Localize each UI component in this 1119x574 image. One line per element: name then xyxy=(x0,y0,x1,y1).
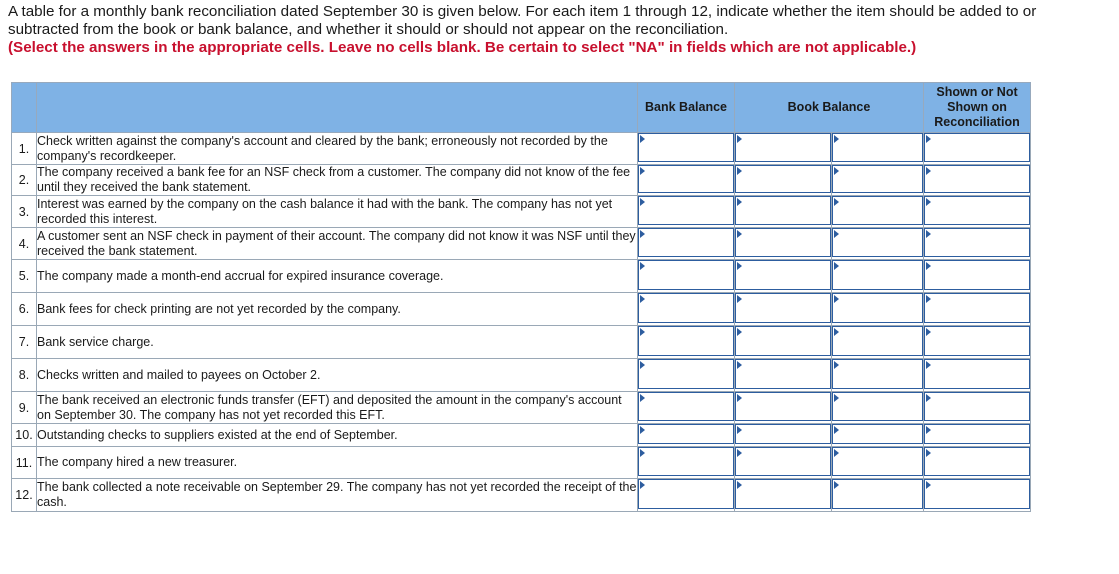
shown-on-reconciliation-select-cell xyxy=(924,424,1031,447)
book-balance-select-2[interactable] xyxy=(832,326,923,356)
book-balance-select-2[interactable] xyxy=(832,165,923,193)
shown-on-reconciliation-select-cell xyxy=(924,196,1031,228)
book-balance-select-2-cell xyxy=(832,196,924,228)
bank-balance-select-cell xyxy=(638,447,735,479)
header-book-balance: Book Balance xyxy=(735,83,924,133)
book-balance-select-2[interactable] xyxy=(832,196,923,225)
dropdown-caret-icon xyxy=(926,426,931,434)
shown-on-reconciliation-select-cell xyxy=(924,326,1031,359)
bank-balance-select[interactable] xyxy=(638,133,734,162)
dropdown-caret-icon xyxy=(737,394,742,402)
row-number: 12. xyxy=(12,479,37,512)
table-row xyxy=(12,424,1031,447)
dropdown-caret-icon xyxy=(834,328,839,336)
book-balance-select-1[interactable] xyxy=(735,447,831,476)
table-row xyxy=(12,293,1031,326)
book-balance-select-1[interactable] xyxy=(735,228,831,257)
row-description: The bank received an electronic funds transfer (EFT) and deposited the amount in the company's account on September 30. The company has not yet recorded this EFT. xyxy=(37,392,638,424)
dropdown-caret-icon xyxy=(834,135,839,143)
book-balance-select-1[interactable] xyxy=(735,359,831,389)
bank-balance-select[interactable] xyxy=(638,228,734,257)
bank-balance-select[interactable] xyxy=(638,424,734,444)
row-number: 1. xyxy=(12,133,37,165)
book-balance-select-1[interactable] xyxy=(735,196,831,225)
shown-on-reconciliation-select[interactable] xyxy=(924,359,1030,389)
instructions-text: A table for a monthly bank reconciliation dated September 30 is given below. For each item 1 through 12, indicate whether the item should be added to or subtracted from the book or bank balance, and whether it should or should not appear on the reconciliation. xyxy=(8,3,1037,38)
dropdown-caret-icon xyxy=(640,262,645,270)
book-balance-select-2-cell xyxy=(832,447,924,479)
bank-balance-select-cell xyxy=(638,359,735,392)
dropdown-caret-icon xyxy=(640,394,645,402)
book-balance-select-1-cell xyxy=(735,326,832,359)
shown-on-reconciliation-select[interactable] xyxy=(924,165,1030,193)
header-number xyxy=(12,83,37,133)
dropdown-caret-icon xyxy=(737,481,742,489)
shown-on-reconciliation-select[interactable] xyxy=(924,479,1030,509)
row-number: 11. xyxy=(12,447,37,479)
shown-on-reconciliation-select[interactable] xyxy=(924,228,1030,257)
book-balance-select-1-cell xyxy=(735,447,832,479)
bank-balance-select-cell xyxy=(638,293,735,326)
book-balance-select-2[interactable] xyxy=(832,479,923,509)
bank-balance-select[interactable] xyxy=(638,359,734,389)
dropdown-caret-icon xyxy=(926,230,931,238)
shown-on-reconciliation-select-cell xyxy=(924,392,1031,424)
shown-on-reconciliation-select-cell xyxy=(924,228,1031,260)
dropdown-caret-icon xyxy=(926,361,931,369)
dropdown-caret-icon xyxy=(926,481,931,489)
dropdown-caret-icon xyxy=(737,328,742,336)
bank-balance-select[interactable] xyxy=(638,447,734,476)
dropdown-caret-icon xyxy=(640,135,645,143)
table-row xyxy=(12,326,1031,359)
row-description: Outstanding checks to suppliers existed at the end of September. xyxy=(37,424,638,447)
row-description: Interest was earned by the company on the cash balance it had with the bank. The company has not yet recorded this interest. xyxy=(37,196,638,228)
book-balance-select-1-cell xyxy=(735,165,832,196)
book-balance-select-2-cell xyxy=(832,479,924,512)
shown-on-reconciliation-select[interactable] xyxy=(924,293,1030,323)
dropdown-caret-icon xyxy=(737,361,742,369)
shown-on-reconciliation-select[interactable] xyxy=(924,424,1030,444)
dropdown-caret-icon xyxy=(834,262,839,270)
bank-balance-select-cell xyxy=(638,260,735,293)
dropdown-caret-icon xyxy=(737,449,742,457)
table-row xyxy=(12,260,1031,293)
book-balance-select-2-cell xyxy=(832,392,924,424)
dropdown-caret-icon xyxy=(737,262,742,270)
dropdown-caret-icon xyxy=(640,481,645,489)
dropdown-caret-icon xyxy=(737,230,742,238)
dropdown-caret-icon xyxy=(640,230,645,238)
table-row xyxy=(12,165,1031,196)
dropdown-caret-icon xyxy=(834,449,839,457)
book-balance-select-2[interactable] xyxy=(832,359,923,389)
book-balance-select-1[interactable] xyxy=(735,293,831,323)
shown-on-reconciliation-select[interactable] xyxy=(924,133,1030,162)
dropdown-caret-icon xyxy=(834,481,839,489)
shown-on-reconciliation-select-cell xyxy=(924,165,1031,196)
book-balance-select-2-cell xyxy=(832,165,924,196)
row-description: The company received a bank fee for an NSF check from a customer. The company did not know of the fee until they received the bank statement. xyxy=(37,165,638,196)
table-row xyxy=(12,228,1031,260)
book-balance-select-1[interactable] xyxy=(735,326,831,356)
book-balance-select-1[interactable] xyxy=(735,479,831,509)
bank-balance-select-cell xyxy=(638,392,735,424)
bank-balance-select[interactable] xyxy=(638,479,734,509)
instructions xyxy=(8,3,1088,57)
row-description: The bank collected a note receivable on September 29. The company has not yet recorded the receipt of the cash. xyxy=(37,479,638,512)
dropdown-caret-icon xyxy=(640,361,645,369)
book-balance-select-2-cell xyxy=(832,228,924,260)
book-balance-select-2[interactable] xyxy=(832,293,923,323)
dropdown-caret-icon xyxy=(926,167,931,175)
table-row xyxy=(12,479,1031,512)
bank-balance-select[interactable] xyxy=(638,196,734,225)
book-balance-select-1-cell xyxy=(735,392,832,424)
dropdown-caret-icon xyxy=(640,426,645,434)
bank-balance-select-cell xyxy=(638,228,735,260)
book-balance-select-2[interactable] xyxy=(832,392,923,421)
bank-balance-select[interactable] xyxy=(638,392,734,421)
row-number: 7. xyxy=(12,326,37,359)
dropdown-caret-icon xyxy=(834,426,839,434)
book-balance-select-2-cell xyxy=(832,424,924,447)
row-description: A customer sent an NSF check in payment of their account. The company did not know it was NSF until they received the bank statement. xyxy=(37,228,636,258)
table-row xyxy=(12,196,1031,228)
bank-balance-select-cell xyxy=(638,326,735,359)
table-row xyxy=(12,359,1031,392)
shown-on-reconciliation-select[interactable] xyxy=(924,326,1030,356)
shown-on-reconciliation-select[interactable] xyxy=(924,392,1030,421)
book-balance-select-1-cell xyxy=(735,424,832,447)
shown-on-reconciliation-select[interactable] xyxy=(924,447,1030,476)
dropdown-caret-icon xyxy=(640,328,645,336)
dropdown-caret-icon xyxy=(834,394,839,402)
book-balance-select-1-cell xyxy=(735,293,832,326)
bank-balance-select[interactable] xyxy=(638,260,734,290)
row-number: 8. xyxy=(12,359,37,392)
bank-balance-select-cell xyxy=(638,479,735,512)
dropdown-caret-icon xyxy=(737,426,742,434)
row-number: 6. xyxy=(12,293,37,326)
dropdown-caret-icon xyxy=(834,230,839,238)
dropdown-caret-icon xyxy=(834,167,839,175)
header-shown-line2: Shown on xyxy=(947,100,1007,114)
shown-on-reconciliation-select[interactable] xyxy=(924,260,1030,290)
dropdown-caret-icon xyxy=(737,135,742,143)
bank-balance-select-cell xyxy=(638,196,735,228)
row-number: 4. xyxy=(12,228,37,260)
row-description: Checks written and mailed to payees on October 2. xyxy=(37,359,638,392)
table-row xyxy=(12,392,1031,424)
bank-balance-select[interactable] xyxy=(638,326,734,356)
book-balance-select-1[interactable] xyxy=(735,260,831,290)
dropdown-caret-icon xyxy=(926,328,931,336)
dropdown-caret-icon xyxy=(737,295,742,303)
dropdown-caret-icon xyxy=(926,135,931,143)
header-shown-line1: Shown or Not xyxy=(936,85,1018,99)
book-balance-select-2-cell xyxy=(832,326,924,359)
book-balance-select-1-cell xyxy=(735,359,832,392)
dropdown-caret-icon xyxy=(640,449,645,457)
row-description: Bank service charge. xyxy=(37,326,638,359)
dropdown-caret-icon xyxy=(926,394,931,402)
shown-on-reconciliation-select-cell xyxy=(924,447,1031,479)
header-shown-on-reconciliation xyxy=(924,83,1031,133)
reconciliation-table xyxy=(11,82,1031,512)
row-description: The company made a month-end accrual for expired insurance coverage. xyxy=(37,260,638,293)
dropdown-caret-icon xyxy=(834,295,839,303)
shown-on-reconciliation-select-cell xyxy=(924,133,1031,165)
header-description xyxy=(37,83,638,133)
bank-balance-select[interactable] xyxy=(638,165,734,193)
dropdown-caret-icon xyxy=(926,198,931,206)
shown-on-reconciliation-select-cell xyxy=(924,260,1031,293)
row-description: Bank fees for check printing are not yet recorded by the company. xyxy=(37,293,638,326)
book-balance-select-2[interactable] xyxy=(832,424,923,444)
book-balance-select-2[interactable] xyxy=(832,447,923,476)
dropdown-caret-icon xyxy=(640,198,645,206)
row-number: 2. xyxy=(12,165,37,196)
instructions-note: (Select the answers in the appropriate cells. Leave no cells blank. Be certain to select "NA" in fields which are not applicable.) xyxy=(8,39,917,56)
dropdown-caret-icon xyxy=(926,449,931,457)
book-balance-select-1-cell xyxy=(735,228,832,260)
table-row xyxy=(12,133,1031,165)
book-balance-select-1[interactable] xyxy=(735,133,831,162)
book-balance-select-2[interactable] xyxy=(832,260,923,290)
book-balance-select-1[interactable] xyxy=(735,424,831,444)
dropdown-caret-icon xyxy=(926,295,931,303)
book-balance-select-2-cell xyxy=(832,359,924,392)
bank-balance-select[interactable] xyxy=(638,293,734,323)
book-balance-select-1[interactable] xyxy=(735,392,831,421)
row-description: Check written against the company's account and cleared by the bank; erroneously not recorded by the company's recordkeeper. xyxy=(37,133,638,165)
dropdown-caret-icon xyxy=(834,361,839,369)
book-balance-select-2[interactable] xyxy=(832,228,923,257)
shown-on-reconciliation-select[interactable] xyxy=(924,196,1030,225)
header-bank-balance: Bank Balance xyxy=(638,83,735,133)
table-header-row xyxy=(12,83,1031,133)
row-number: 5. xyxy=(12,260,37,293)
bank-balance-select-cell xyxy=(638,133,735,165)
dropdown-caret-icon xyxy=(926,262,931,270)
book-balance-select-1-cell xyxy=(735,196,832,228)
bank-balance-select-cell xyxy=(638,165,735,196)
book-balance-select-1[interactable] xyxy=(735,165,831,193)
row-number: 9. xyxy=(12,392,37,424)
row-number: 3. xyxy=(12,196,37,228)
book-balance-select-1-cell xyxy=(735,260,832,293)
header-shown-line3: Reconciliation xyxy=(934,115,1020,129)
dropdown-caret-icon xyxy=(834,198,839,206)
row-number: 10. xyxy=(12,424,37,447)
shown-on-reconciliation-select-cell xyxy=(924,293,1031,326)
dropdown-caret-icon xyxy=(640,295,645,303)
row-description: The company hired a new treasurer. xyxy=(37,447,638,479)
shown-on-reconciliation-select-cell xyxy=(924,479,1031,512)
book-balance-select-2-cell xyxy=(832,293,924,326)
dropdown-caret-icon xyxy=(737,198,742,206)
book-balance-select-2[interactable] xyxy=(832,133,923,162)
dropdown-caret-icon xyxy=(737,167,742,175)
shown-on-reconciliation-select-cell xyxy=(924,359,1031,392)
book-balance-select-1-cell xyxy=(735,479,832,512)
dropdown-caret-icon xyxy=(640,167,645,175)
book-balance-select-2-cell xyxy=(832,133,924,165)
book-balance-select-1-cell xyxy=(735,133,832,165)
book-balance-select-2-cell xyxy=(832,260,924,293)
bank-balance-select-cell xyxy=(638,424,735,447)
table-row xyxy=(12,447,1031,479)
